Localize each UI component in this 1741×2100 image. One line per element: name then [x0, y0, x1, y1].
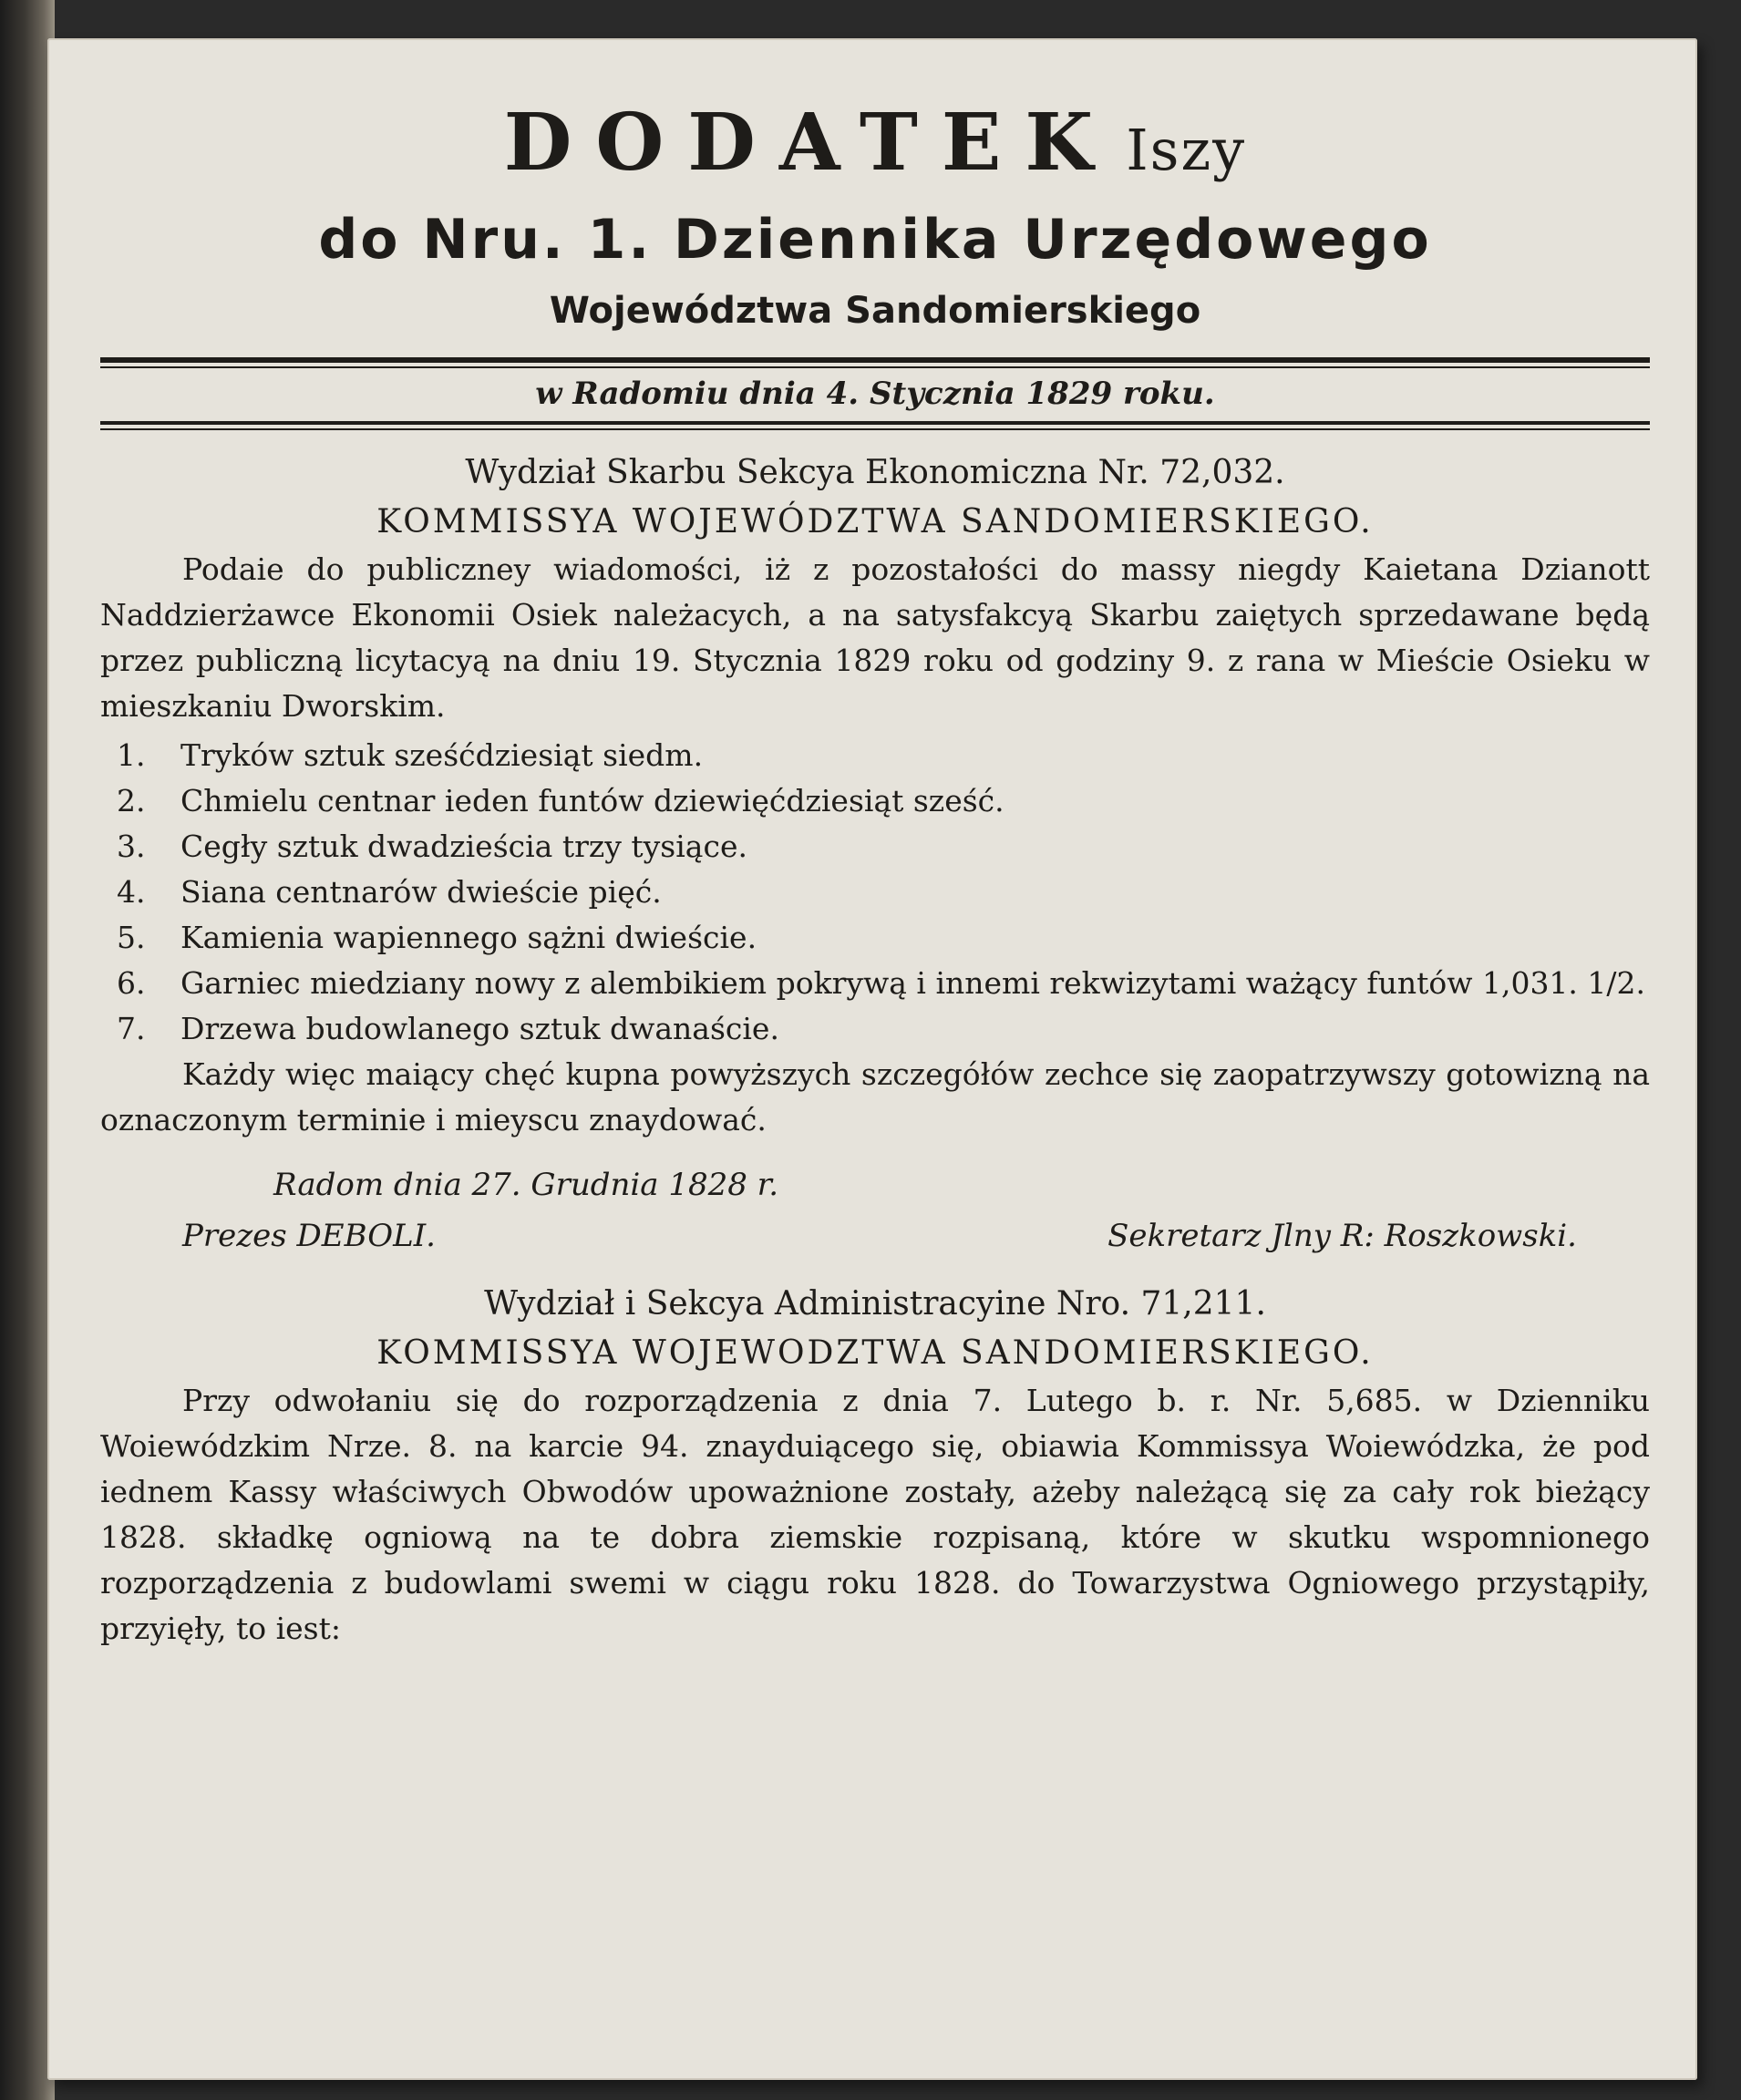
masthead-rule-bottom	[100, 421, 1650, 430]
president-signature: Prezes DEBOLI.	[182, 1218, 436, 1254]
list-item	[100, 870, 1650, 915]
masthead-subtitle: do Nru. 1. Dziennika Urzędowego	[318, 208, 1432, 272]
list-item-text: Garniec miedziany nowy z alembikiem pokrywą i innemi rekwizytami ważący funtów 1,031. 1/2.	[180, 965, 1646, 1001]
notice-2-body: Przy odwołaniu się do rozporządzenia z dnia 7. Lutego b. r. Nr. 5,685. w Dzienniku Woiewódzkim Nrze. 8. na karcie 94. znayduiącego się, obiawia Kommissya Woiewódzka, że pod iednem Kassy właściwych Obwodów upoważnione zostały, ażeby należącą się za cały rok bieżący 1828. składkę ogniową na te dobra ziemskie rozpisaną, które w skutku wspomnionego rozporządzenia z budowlami swemi w ciągu roku 1828. do Towarzystwa Ogniowego przystąpiły, przyięły, to iest:	[100, 1383, 1650, 1646]
notice-2	[100, 1280, 1650, 1652]
list-item-number: 5.	[117, 920, 146, 955]
page-content	[100, 57, 1650, 1652]
masthead-title-suffix: Iszy	[1126, 117, 1247, 183]
list-item-number: 1.	[117, 737, 146, 773]
notice-1-items	[100, 733, 1650, 1052]
notice-1	[100, 448, 1650, 1261]
list-item-text: Cegły sztuk dwadzieścia trzy tysiące.	[180, 829, 747, 864]
list-item-number: 4.	[117, 874, 146, 910]
list-item-number: 7.	[117, 1011, 146, 1046]
masthead	[100, 93, 1650, 343]
notice-1-closing: Każdy więc maiący chęć kupna powyższych szczegółów zechce się zaopatrzywszy gotowizną na oznaczonym terminie i mieyscu znaydować.	[100, 1056, 1650, 1138]
list-item	[100, 1006, 1650, 1052]
list-item-number: 3.	[117, 829, 146, 864]
list-item	[100, 961, 1650, 1006]
masthead-title-text: DODATEK	[503, 97, 1118, 189]
list-item	[100, 733, 1650, 778]
notice-2-header: Wydział i Sekcya Administracyine Nro. 71,211.	[484, 1285, 1266, 1323]
list-item-text: Chmielu centnar ieden funtów dziewięćdziesiąt sześć.	[180, 783, 1004, 818]
list-item-text: Siana centnarów dwieście pięć.	[180, 874, 662, 910]
spacer	[100, 1261, 1650, 1280]
notice-1-header: Wydział Skarbu Sekcya Ekonomiczna Nr. 72,032.	[465, 454, 1285, 491]
notice-1-body: Podaie do publiczney wiadomości, iż z pozostałości do massy niegdy Kaietana Dzianott Naddzierżawce Ekonomii Osiek należacych, a na satysfakcyą Skarbu zaiętych sprzedawane będą przez publiczną licytacyą na dniu 19. Stycznia 1829 roku od godziny 9. z rana w Mieście Osieku w mieszkaniu Dworskim.	[100, 551, 1650, 724]
masthead-rule-top	[100, 357, 1650, 363]
list-item	[100, 778, 1650, 824]
secretary-signature: Sekretarz Jlny R: Roszkowski.	[1107, 1218, 1577, 1254]
dateline: w Radomiu dnia 4. Stycznia 1829 roku.	[535, 376, 1215, 412]
notice-2-commission: KOMMISSYA WOJEWODZTWA SANDOMIERSKIEGO.	[376, 1334, 1374, 1372]
list-item-text: Drzewa budowlanego sztuk dwanaście.	[180, 1011, 779, 1046]
masthead-subtitle-2: Województwa Sandomierskiego	[549, 290, 1201, 332]
list-item	[100, 915, 1650, 961]
list-item-text: Tryków sztuk sześćdziesiąt siedm.	[180, 737, 704, 773]
masthead-title	[100, 93, 1650, 201]
list-item-number: 2.	[117, 783, 146, 818]
list-item-number: 6.	[117, 965, 146, 1001]
book-binding	[0, 0, 55, 2100]
list-item	[100, 824, 1650, 870]
notice-1-place-date: Radom dnia 27. Grudnia 1828 r.	[273, 1167, 779, 1203]
notice-1-signatures	[100, 1210, 1650, 1261]
list-item-text: Kamienia wapiennego sążni dwieście.	[180, 920, 757, 955]
document-page	[47, 38, 1697, 2080]
notice-1-commission: KOMMISSYA WOJEWÓDZTWA SANDOMIERSKIEGO.	[376, 503, 1374, 540]
spacer	[100, 430, 1650, 448]
